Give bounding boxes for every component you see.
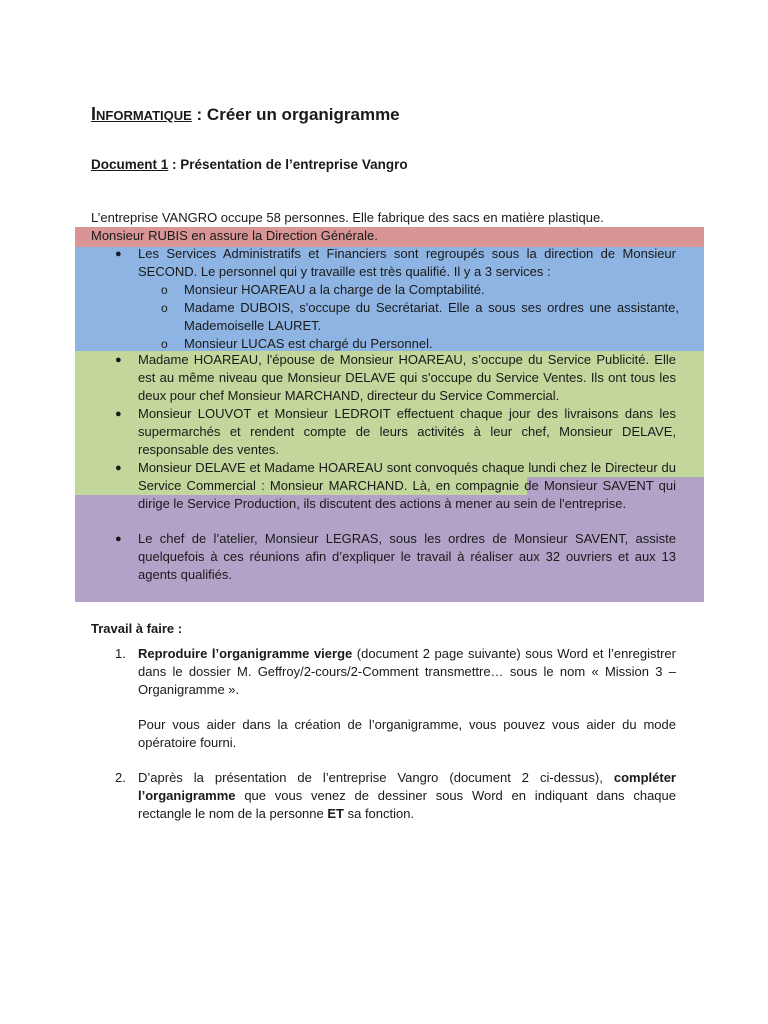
intro-line-1: L’entreprise VANGRO occupe 58 personnes. Elle fabrique des sacs en matière plastique. xyxy=(91,210,604,225)
title-subject: Informatique xyxy=(91,104,192,124)
list-item: Les Services Administratifs et Financiers sont regroupés sous la direction de Monsieur SECOND. Le personnel qui y travaille est très qualifié. Il y a 3 services : xyxy=(138,246,676,279)
section-heading: Travail à faire : xyxy=(91,621,183,636)
intro-line-2: Monsieur RUBIS en assure la Direction Générale. xyxy=(91,228,378,243)
list-item: Madame HOAREAU, l'épouse de Monsieur HOAREAU, s’occupe du Service Publicité. Elle est au même niveau que Monsieur DELAVE qui s'occupe du Service Ventes. Ils ont tous les deux pour chef Monsieur MARCHAND, directeur du Service Commercial. xyxy=(138,352,676,403)
sub-list-item: Monsieur HOAREAU a la charge de la Comptabilité. xyxy=(184,282,485,297)
document-heading-rest: : Présentation de l’entreprise Vangro xyxy=(168,157,408,172)
task-item-2-text-b: que vous venez de dessiner sous Word en indiquant dans chaque rectangle le nom de la personne xyxy=(138,788,676,821)
sub-list-item: Madame DUBOIS, s'occupe du Secrétariat. Elle a sous ses ordres une assistante, Mademoiselle LAURET. xyxy=(184,300,679,333)
bullet-icon: ● xyxy=(115,462,122,474)
list-item: Monsieur LOUVOT et Monsieur LEDROIT effectuent chaque jour des livraisons dans les supermarchés et rendent compte de leurs activités à leur chef, Monsieur DELAVE, responsable des ventes. xyxy=(138,406,676,457)
task-item-2-text-a: D’après la présentation de l’entreprise Vangro (document 2 ci-dessus), xyxy=(138,770,614,785)
document-heading xyxy=(91,157,408,172)
page-title xyxy=(91,104,400,125)
title-rest: Créer un organigramme xyxy=(206,105,400,124)
circle-bullet-icon: o xyxy=(161,283,168,297)
list-number: 1. xyxy=(115,646,126,661)
bullet-icon: ● xyxy=(115,533,122,545)
task-item-2-bold: compléter l’organigramme xyxy=(138,770,676,803)
task-item-1-text: (document 2 page suivante) sous Word et l’enregistrer dans le dossier M. Geffroy/2-cours/2-Comment transmettre… sous le nom « Mission 3 – Organigramme ». xyxy=(138,646,676,697)
circle-bullet-icon: o xyxy=(161,301,168,315)
task-item-1 xyxy=(138,645,676,699)
sub-list-item: Monsieur LUCAS est chargé du Personnel. xyxy=(184,336,433,351)
document-label: Document 1 xyxy=(91,157,169,172)
bullet-icon: ● xyxy=(115,408,122,420)
task-item-2 xyxy=(138,769,676,823)
list-number: 2. xyxy=(115,770,126,785)
list-item: Le chef de l’atelier, Monsieur LEGRAS, sous les ordres de Monsieur SAVENT, assiste quelquefois à ces réunions afin d’expliquer le travail à réaliser aux 32 ouvriers et aux 13 agents qualifiés. xyxy=(138,531,676,582)
bullet-icon: ● xyxy=(115,354,122,366)
list-item: Monsieur DELAVE et Madame HOAREAU sont convoqués chaque lundi chez le Directeur du Service Commercial : Monsieur MARCHAND. Là, en compagnie de Monsieur SAVENT qui dirige le Service Production, ils discutent des actions à mener au sein de l'entreprise. xyxy=(138,460,676,511)
title-separator: : xyxy=(191,105,207,124)
task-item-1-bold: Reproduire l’organigramme vierge xyxy=(138,646,353,661)
bullet-icon: ● xyxy=(115,248,122,260)
task-item-2-text-c: sa fonction. xyxy=(343,806,415,821)
task-item-2-et: ET xyxy=(327,806,344,821)
circle-bullet-icon: o xyxy=(161,337,168,351)
task-item-1-help: Pour vous aider dans la création de l’organigramme, vous pouvez vous aider du mode opératoire fourni. xyxy=(138,717,676,750)
